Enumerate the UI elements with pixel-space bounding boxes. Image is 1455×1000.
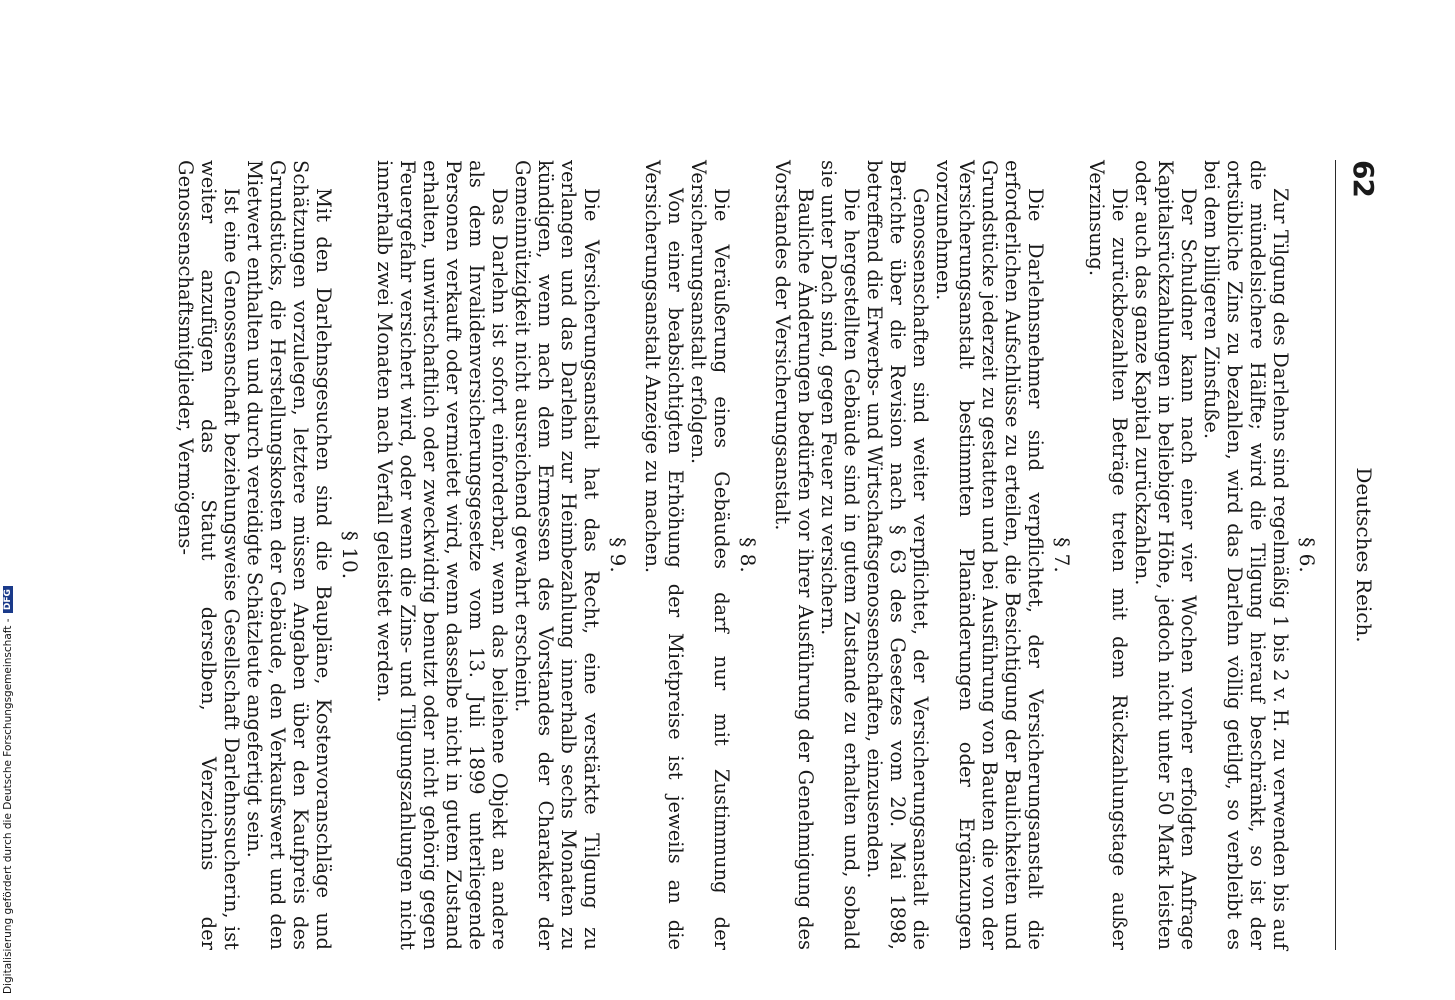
paragraph: Genossenschaften sind weiter verpflichtet, der Versicherungsanstalt die Berichte über die Revision nach § 63 des Gesetzes vom 20. Mai 1898, betreffend die Erwerbs- und Wirtschaftsgenossenschaften, einzusenden.: [863, 160, 932, 950]
paragraph: Die Darlehnsnehmer sind verpflichtet, der Versicherungsanstalt die erforderlichen Aufschlüsse zu erteilen, die Besichtigung der Baulichkeiten und Grundstücke jederzeit zu gestatten und bei Ausführung von Bauten die von der Versicherungsanstalt bestimmten Planänderungen oder Ergänzungen vorzunehmen.: [932, 160, 1047, 950]
section-heading: § 8.: [736, 537, 760, 573]
section-heading: § 7.: [1050, 537, 1074, 573]
page-number: 62: [1347, 160, 1380, 197]
running-head: [1340, 160, 1380, 950]
header-rule: [1335, 160, 1336, 950]
paragraph: Von einer beabsichtigten Erhöhung der Mietpreise ist jeweils an die Versicherungsanstalt Anzeige zu machen.: [641, 160, 687, 950]
digitization-credit: [2, 0, 16, 1000]
credit-text: Digitalisierung gefördert durch die Deutsche Forschungsgemeinschaft -: [2, 618, 14, 994]
paragraph: Ist eine Genossenschaft beziehungsweise Gesellschaft Darlehnssucherin, ist weiter anzufügen das Statut derselben, Verzeichnis der Genossenschaftsmitglieder, Vermögens-: [174, 160, 243, 950]
paragraph: Die Veräußerung eines Gebäudes darf nur mit Zustimmung der Versicherungsanstalt erfolgen.: [687, 160, 733, 950]
paragraph: Die zurückbezahlten Beträge treten mit dem Rückzahlungstage außer Verzinsung.: [1085, 160, 1131, 950]
paragraph: Mit den Darlehnsgesuchen sind die Baupläne, Kostenvoranschläge und Schätzungen vorzulegen, letztere müssen Angaben über den Kaufpreis des Grundstücks, die Herstellungskosten der Gebäude, den Verkaufswert und den Mietwert enthalten und durch vereidigte Schätzleute angefertigt sein.: [243, 160, 335, 950]
section-heading: § 6.: [1295, 537, 1319, 573]
paragraph: Der Schuldner kann nach einer vier Wochen vorher erfolgten Anfrage Kapitalsrückzahlungen in beliebiger Höhe, jedoch nicht unter 50 Mark leisten oder auch das ganze Kapital zurückzahlen.: [1131, 160, 1200, 950]
paragraph: Das Darlehn ist sofort einforderbar, wenn das beliehene Objekt an andere als dem Invalidenversicherungsgesetze vom 13. Juli 1899 unterliegende Personen verkauft oder vermietet wird, wenn dasselbe nicht in gutem Zustand erhalten, unwirtschaftlich oder zweckwidrig benutzt oder nicht gehörig gegen Feuergefahr versichert wird, oder wenn die Zins- und Tilgungszahlungen nicht innerhalb zwei Monaten nach Verfall geleistet werden.: [373, 160, 511, 950]
page-body: [174, 160, 1322, 950]
paragraph: Bauliche Änderungen bedürfen vor ihrer Ausführung der Genehmigung des Vorstandes der Versicherungsanstalt.: [771, 160, 817, 950]
paragraph: Die hergestellten Gebäude sind in gutem Zustande zu erhalten und, sobald sie unter Dach sind, gegen Feuer zu versichern.: [817, 160, 863, 950]
paragraph: Die Versicherungsanstalt hat das Recht, eine verstärkte Tilgung zu verlangen und das Darlehn zur Heimbezahlung innerhalb sechs Monaten zu kündigen, wenn nach dem Ermessen des Vorstandes der Charakter der Gemeinnützigkeit nicht ausreichend gewahrt erscheint.: [511, 160, 603, 950]
section-heading: § 10.: [338, 530, 362, 580]
rotated-page: [80, 160, 1380, 950]
section-heading: § 9.: [606, 537, 630, 573]
running-title: Deutsches Reich.: [1352, 467, 1376, 643]
paragraph: Zur Tilgung des Darlehns sind regelmäßig 1 bis 2 v. H. zu verwenden bis auf die mündelsichere Hälfte; wird die Tilgung hierauf beschränkt, so ist der ortsübliche Zins zu bezahlen, wird das Darlehn völlig getilgt, so verbleibt es bei dem billigeren Zinsfuße.: [1200, 160, 1292, 950]
dfg-logo: DFG: [3, 586, 13, 613]
